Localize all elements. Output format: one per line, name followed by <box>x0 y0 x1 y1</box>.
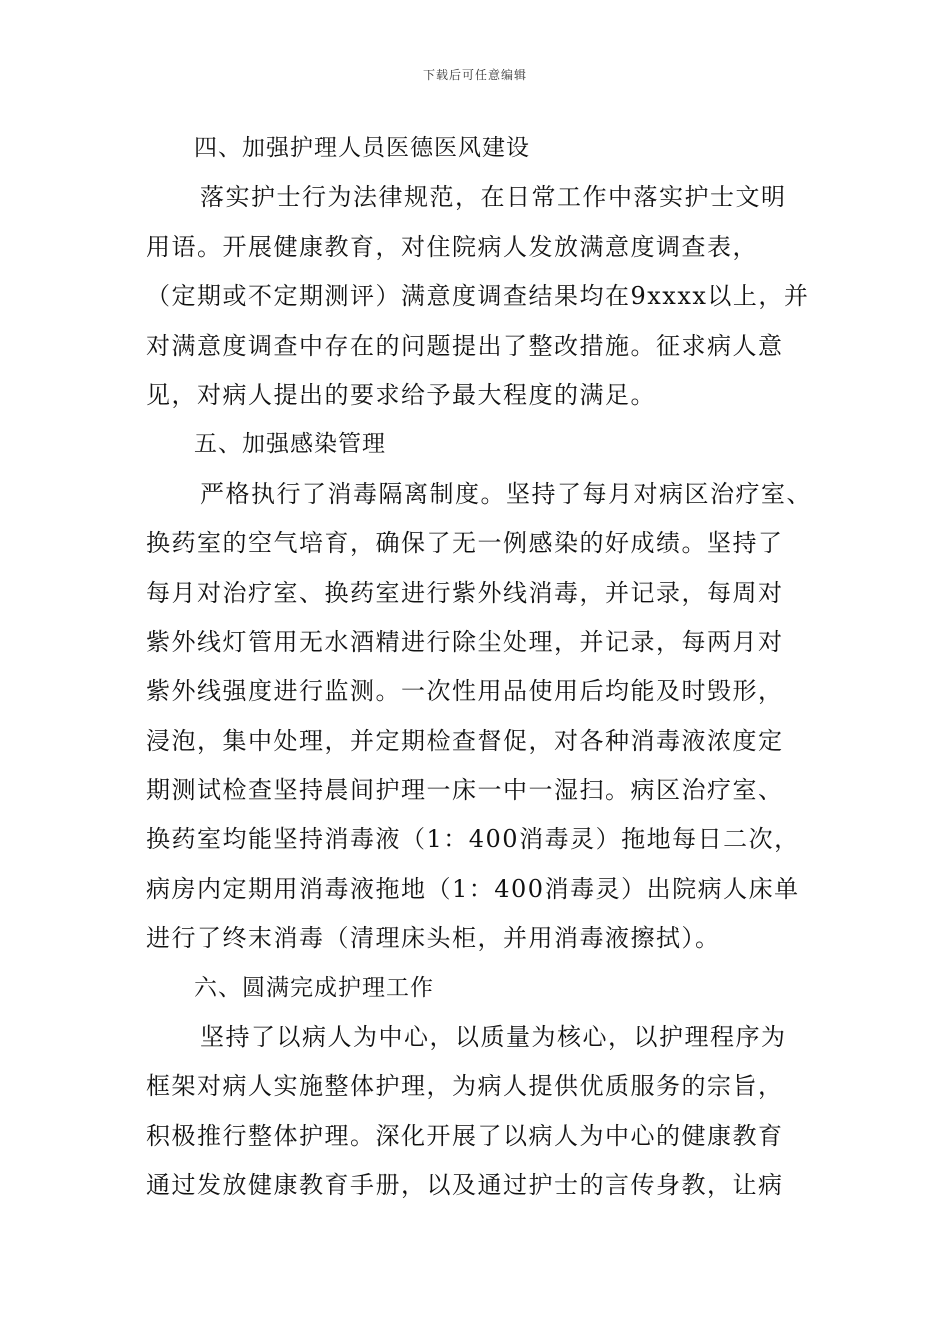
paragraph-line: 积极推行整体护理。深化开展了以病人为中心的健康教育 <box>146 1121 784 1150</box>
paragraph-line: 通过发放健康教育手册，以及通过护士的言传身教，让病 <box>146 1171 784 1200</box>
paragraph-line: 框架对病人实施整体护理，为病人提供优质服务的宗旨， <box>146 1072 784 1101</box>
paragraph-line: 坚持了以病人为中心，以质量为核心，以护理程序为 <box>200 1023 787 1052</box>
paragraph-line: 紫外线强度进行监测。一次性用品使用后均能及时毁形， <box>146 677 784 706</box>
paragraph-line: 期测试检查坚持晨间护理一床一中一湿扫。病区治疗室、 <box>146 776 784 805</box>
paragraph-line: 严格执行了消毒隔离制度。坚持了每月对病区治疗室、 <box>200 479 812 508</box>
paragraph-line: 用语。开展健康教育，对住院病人发放满意度调查表， <box>146 232 758 261</box>
paragraph-line: 对满意度调查中存在的问题提出了整改措施。征求病人意 <box>146 331 784 360</box>
section-heading-6: 六、圆满完成护理工作 <box>194 974 434 1001</box>
paragraph-line: 换药室均能坚持消毒液（1：400消毒灵）拖地每日二次， <box>146 825 800 854</box>
paragraph-line: 病房内定期用消毒液拖地（1：400消毒灵）出院病人床单 <box>146 874 800 903</box>
paragraph-line: 落实护士行为法律规范，在日常工作中落实护士文明 <box>200 183 787 212</box>
paragraph-line: 每月对治疗室、换药室进行紫外线消毒，并记录，每周对 <box>146 578 784 607</box>
paragraph-line: （定期或不定期测评）满意度调查结果均在9xxxx以上，并 <box>146 282 810 311</box>
header-note: 下载后可任意编辑 <box>422 68 527 82</box>
paragraph-line: 进行了终末消毒（清理床头柜，并用消毒液擦拭）。 <box>146 924 721 953</box>
paragraph-line: 浸泡，集中处理，并定期检查督促，对各种消毒液浓度定 <box>146 726 784 755</box>
paragraph-line: 见，对病人提出的要求给予最大程度的满足。 <box>146 380 656 409</box>
section-heading-5: 五、加强感染管理 <box>194 431 386 458</box>
section-heading-4: 四、加强护理人员医德医风建设 <box>194 135 530 161</box>
document-body <box>146 124 836 1211</box>
paragraph-line: 换药室的空气培育，确保了无一例感染的好成绩。坚持了 <box>146 529 784 558</box>
paragraph-line: 紫外线灯管用无水酒精进行除尘处理，并记录，每两月对 <box>146 627 784 656</box>
